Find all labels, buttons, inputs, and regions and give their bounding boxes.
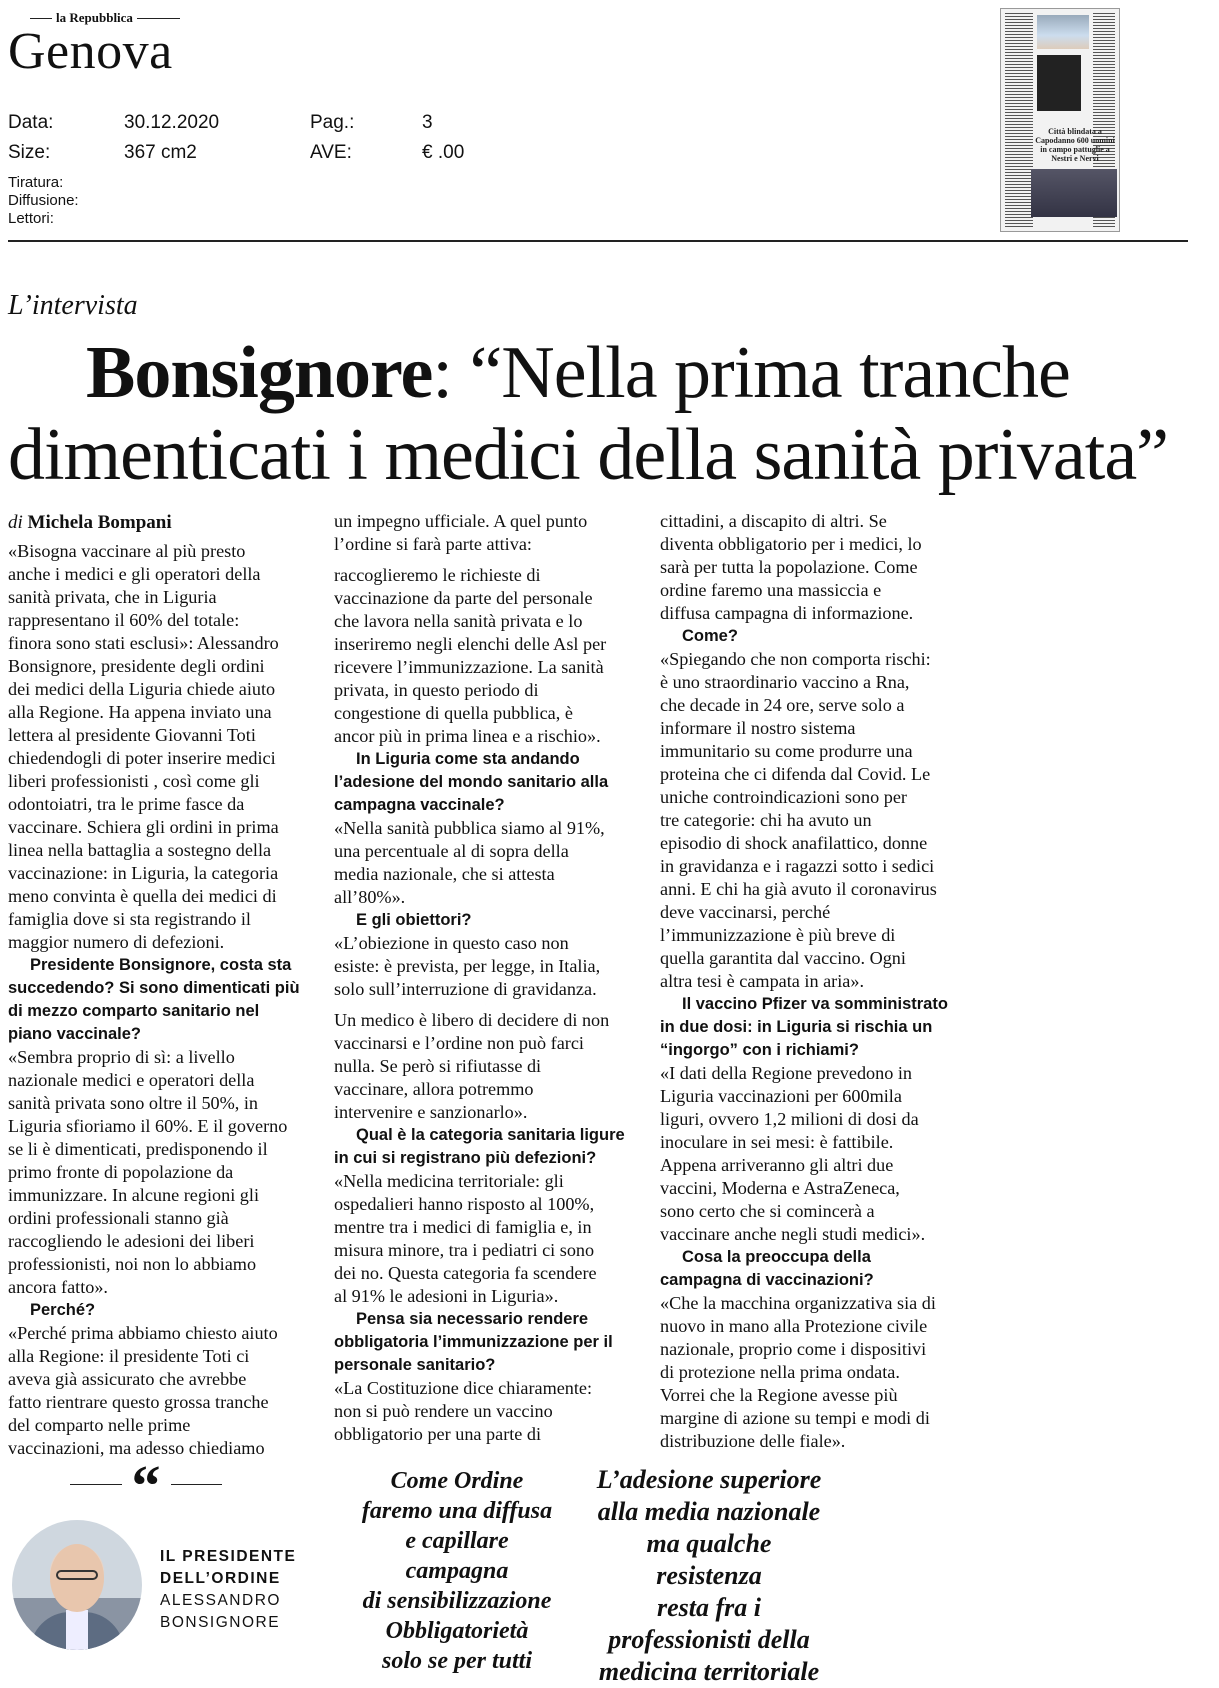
- text-line: in gravidanza e i ragazzi sotto i sedici: [660, 856, 935, 876]
- text-line: sono certo che si comincerà a: [660, 1201, 875, 1221]
- text-line: nazionale, proprio come i dispositivi: [660, 1339, 927, 1359]
- page-thumbnail[interactable]: [1000, 8, 1120, 232]
- text-line: nulla. Se però si rifiutasse di: [334, 1056, 542, 1076]
- avatar-glasses: [56, 1570, 98, 1580]
- text-line: vaccinazione da parte del personale: [334, 588, 593, 608]
- text-line: alla media nazionale: [597, 1497, 821, 1526]
- text-line: liberi professionisti , così come gli: [8, 771, 260, 791]
- byline: [8, 512, 172, 534]
- lettori-label: Lettori:: [8, 210, 54, 227]
- text-line: se li è dimenticati, predisponendo il: [8, 1139, 268, 1159]
- text-line: Qual è la categoria sanitaria ligure: [356, 1126, 625, 1144]
- pullquote-1: [332, 1466, 582, 1676]
- text-line: nuovo in mano alla Protezione civile: [660, 1316, 928, 1336]
- text-line: diffusa campagna di informazione.: [660, 603, 914, 623]
- text-line: deve vaccinarsi, perché: [660, 902, 831, 922]
- text-line: l’adesione del mondo sanitario alla: [334, 773, 609, 791]
- text-line: di mezzo comparto sanitario nel: [8, 1002, 260, 1020]
- article-kicker: L’intervista: [8, 290, 138, 321]
- text-line: uniche controindicazioni sono per: [660, 787, 907, 807]
- text-line: tre categorie: chi ha avuto un: [660, 810, 872, 830]
- text-line: vaccinare, allora potremmo: [334, 1079, 534, 1099]
- text-line: Presidente Bonsignore, costa sta: [30, 956, 292, 974]
- portrait-caption: [160, 1546, 296, 1634]
- text-line: ancor più in prima linea e a rischio».: [334, 726, 601, 746]
- paragraph: [334, 1170, 652, 1308]
- text-line: linea nella battaglia a sostegno della: [8, 840, 272, 860]
- text-line: margine di azione su tempi e modi di: [660, 1408, 930, 1428]
- quote-glyph-icon: “: [131, 1466, 161, 1502]
- text-line: Come?: [682, 627, 738, 645]
- headline-name: Bonsignore: [86, 332, 433, 414]
- text-line: Come Ordine: [390, 1468, 524, 1494]
- text-line: «La Costituzione dice chiaramente:: [334, 1378, 593, 1398]
- text-line: obbligatoria l’immunizzazione per il: [334, 1333, 613, 1351]
- text-line: «Nella medicina territoriale: gli: [334, 1171, 564, 1191]
- text-line: altra tesi è campata in aria».: [660, 971, 864, 991]
- paragraph: [334, 1009, 652, 1124]
- paragraph: [334, 564, 652, 748]
- question: [8, 1299, 330, 1322]
- text-line: «Spiegando che non comporta rischi:: [660, 649, 931, 669]
- text-line: «Bisogna vaccinare al più presto: [8, 541, 246, 561]
- data-value: 30.12.2020: [124, 112, 220, 133]
- text-line: solo se per tutti: [381, 1648, 532, 1674]
- size-value: 367 cm2: [124, 142, 197, 163]
- text-line: è uno straordinario vaccino a Rna,: [660, 672, 910, 692]
- text-line: cittadini, a discapito di altri. Se: [660, 511, 887, 531]
- text-line: raccogliendo le adesioni dei liberi: [8, 1231, 255, 1251]
- text-line: odontoiatri, tra le prime fasce da: [8, 794, 245, 814]
- headline-line-2: dimenticati i medici della sanità privata”: [8, 414, 1169, 496]
- headline-rest: : “Nella prima tranche: [432, 332, 1070, 414]
- text-line: episodio di shock anafilattico, donne: [660, 833, 928, 853]
- text-line: intervenire e sanzionarlo».: [334, 1102, 528, 1122]
- text-line: mentre tra i medici di famiglia e, in: [334, 1217, 592, 1237]
- text-line: campagna vaccinale?: [334, 796, 505, 814]
- text-line: ma qualche: [646, 1529, 772, 1558]
- byline-author: Michela Bompani: [27, 512, 172, 533]
- text-line: congestione di quella pubblica, è: [334, 703, 573, 723]
- publication-name: la Repubblica: [56, 10, 133, 25]
- text-line: dei no. Questa categoria fa scendere: [334, 1263, 597, 1283]
- text-line: «L’obiezione in questo caso non: [334, 933, 569, 953]
- text-line: famiglia dove si sta registrando il: [8, 909, 251, 929]
- byline-prefix: di: [8, 512, 23, 533]
- paragraph: [334, 1377, 652, 1446]
- text-line: aveva già assicurato che avrebbe: [8, 1369, 247, 1389]
- ave-value: € .00: [422, 142, 465, 163]
- text-line: dei medici della Liguria chiede aiuto: [8, 679, 276, 699]
- text-line: Obbligatorietà: [385, 1618, 529, 1644]
- text-line: rappresentano il 60% del totale:: [8, 610, 240, 630]
- text-line: un impegno ufficiale. A quel punto: [334, 511, 588, 531]
- thumb-photo-bottom: [1031, 169, 1117, 217]
- quote-ornament: [70, 1466, 222, 1502]
- name-line-1: ALESSANDRO: [160, 1592, 281, 1609]
- text-line: inseriremo negli elenchi delle Asl per: [334, 634, 607, 654]
- text-line: faremo una diffusa: [361, 1498, 553, 1524]
- text-line: quella garantita dal vaccino. Ogni: [660, 948, 906, 968]
- ave-label: AVE:: [310, 142, 352, 163]
- text-line: vaccinazioni, ma adesso chiediamo: [8, 1438, 265, 1458]
- avatar-shirt: [66, 1610, 88, 1650]
- text-line: Liguria vaccinazioni per 600mila: [660, 1086, 902, 1106]
- question: [660, 993, 982, 1062]
- text-line: succedendo? Si sono dimenticati più: [8, 979, 300, 997]
- thumb-box: [1037, 55, 1081, 111]
- text-line: «Nella sanità pubblica siamo al 91%,: [334, 818, 605, 838]
- paragraph: [660, 1292, 982, 1453]
- text-line: ordine faremo una massiccia e: [660, 580, 882, 600]
- text-line: in due dosi: in Liguria si rischia un: [660, 1018, 933, 1036]
- text-line: distribuzione delle fiale».: [660, 1431, 846, 1451]
- text-line: campagna: [405, 1558, 509, 1584]
- tiratura-label: Tiratura:: [8, 174, 64, 191]
- text-line: all’80%».: [334, 887, 406, 907]
- column-3: [660, 510, 982, 1453]
- text-line: non si può rendere un vaccino: [334, 1401, 553, 1421]
- text-line: sarà per tutta la popolazione. Come: [660, 557, 918, 577]
- question: [8, 954, 330, 1046]
- text-line: che lavora nella sanità privata e lo: [334, 611, 583, 631]
- text-line: anni. E chi ha già avuto il coronavirus: [660, 879, 937, 899]
- text-line: ordini professionali stanno già: [8, 1208, 229, 1228]
- text-line: Bonsignore, presidente degli ordini: [8, 656, 265, 676]
- text-line: sanità privata sono oltre il 50%, in: [8, 1093, 259, 1113]
- text-line: lettera al presidente Giovanni Toti: [8, 725, 256, 745]
- text-line: ospedalieri hanno risposto al 100%,: [334, 1194, 595, 1214]
- text-line: Cosa la preoccupa della: [682, 1248, 871, 1266]
- text-line: al 91% le adesioni in Liguria».: [334, 1286, 559, 1306]
- text-line: raccoglieremo le richieste di: [334, 565, 541, 585]
- text-line: professionisti della: [608, 1625, 810, 1654]
- text-line: anche i medici e gli operatori della: [8, 564, 261, 584]
- header-divider: [8, 240, 1188, 242]
- text-line: vaccinarsi e l’ordine non può farci: [334, 1033, 584, 1053]
- text-line: «Sembra proprio di sì: a livello: [8, 1047, 235, 1067]
- text-line: alla Regione: il presidente Toti ci: [8, 1346, 250, 1366]
- quote-rule-left: [70, 1484, 122, 1485]
- text-line: esiste: è prevista, per legge, in Italia,: [334, 956, 601, 976]
- thumb-headline: Città blindata a Capodanno 600 uomini in campo pattuglie a Nestri e Nervi: [1035, 127, 1115, 163]
- text-line: primo fronte di popolazione da: [8, 1162, 234, 1182]
- paragraph: [660, 510, 982, 625]
- paragraph: [8, 1322, 330, 1460]
- text-line: «I dati della Regione prevedono in: [660, 1063, 913, 1083]
- question: [660, 625, 982, 648]
- data-label: Data:: [8, 112, 54, 133]
- text-line: professionisti, noi non lo abbiamo: [8, 1254, 257, 1274]
- text-line: vaccinare. Schiera gli ordini in prima: [8, 817, 279, 837]
- text-line: del comparto nelle prime: [8, 1415, 191, 1435]
- text-line: diventa obbligatorio per i medici, lo: [660, 534, 922, 554]
- text-line: Appena arriveranno gli altri due: [660, 1155, 894, 1175]
- text-line: Il vaccino Pfizer va somministrato: [682, 995, 948, 1013]
- text-line: maggior numero di defezioni.: [8, 932, 225, 952]
- text-line: nazionale medici e operatori della: [8, 1070, 255, 1090]
- question: [660, 1246, 982, 1292]
- text-line: una percentuale al di sopra della: [334, 841, 569, 861]
- text-line: l’ordine si farà parte attiva:: [334, 534, 532, 554]
- paragraph: [334, 510, 652, 556]
- text-line: L’adesione superiore: [596, 1465, 822, 1494]
- pullquote-2: [578, 1464, 840, 1688]
- question: [334, 909, 652, 932]
- text-line: e capillare: [405, 1528, 509, 1554]
- text-line: media nazionale, che si attesta: [334, 864, 555, 884]
- diffusione-label: Diffusione:: [8, 192, 79, 209]
- size-label: Size:: [8, 142, 51, 163]
- text-line: in cui si registrano più defezioni?: [334, 1149, 597, 1167]
- text-line: «Che la macchina organizzativa sia di: [660, 1293, 936, 1313]
- text-line: di protezione nella prima ondata.: [660, 1362, 900, 1382]
- text-line: “ingorgo” con i richiami?: [660, 1041, 859, 1059]
- text-line: misura minore, tra i pediatri ci sono: [334, 1240, 595, 1260]
- text-line: resistenza: [656, 1561, 762, 1590]
- text-line: privata, in questo periodo di: [334, 680, 539, 700]
- text-line: immunitario su come produrre una: [660, 741, 913, 761]
- role-line-2: DELL’ORDINE: [160, 1570, 281, 1587]
- thumb-photo-top: [1037, 15, 1089, 49]
- text-line: informare il nostro sistema: [660, 718, 856, 738]
- text-line: l’immunizzazione è più breve di: [660, 925, 896, 945]
- text-line: di sensibilizzazione: [362, 1588, 552, 1614]
- column-2: [334, 510, 652, 1446]
- text-line: Un medico è libero di decidere di non: [334, 1010, 610, 1030]
- name-line-2: BONSIGNORE: [160, 1614, 281, 1631]
- question: [334, 1308, 652, 1377]
- avatar: [12, 1520, 142, 1650]
- text-line: solo sull’interruzione di gravidanza.: [334, 979, 597, 999]
- masthead-rule-right: [137, 18, 180, 19]
- text-line: campagna di vaccinazioni?: [660, 1271, 874, 1289]
- text-line: piano vaccinale?: [8, 1025, 141, 1043]
- text-line: Pensa sia necessario rendere: [356, 1310, 589, 1328]
- text-line: finora sono stati esclusi»: Alessandro: [8, 633, 279, 653]
- text-line: medicina territoriale: [598, 1657, 820, 1686]
- text-line: immunizzare. In alcune regioni gli: [8, 1185, 259, 1205]
- question: [334, 748, 652, 817]
- column-1: [8, 540, 330, 1460]
- paragraph: [334, 932, 652, 1001]
- text-line: alla Regione. Ha appena inviato una: [8, 702, 272, 722]
- text-line: vaccinazione: in Liguria, la categoria: [8, 863, 279, 883]
- text-line: sanità privata, che in Liguria: [8, 587, 217, 607]
- question: [334, 1124, 652, 1170]
- pag-label: Pag.:: [310, 112, 355, 133]
- text-line: «Perché prima abbiamo chiesto aiuto: [8, 1323, 278, 1343]
- text-line: Perché?: [30, 1301, 96, 1319]
- edition-title: Genova: [8, 23, 173, 80]
- text-line: ricevere l’immunizzazione. La sanità: [334, 657, 604, 677]
- text-line: che decade in 24 ore, serve solo a: [660, 695, 905, 715]
- pag-value: 3: [422, 112, 433, 133]
- text-line: liguri, ovvero 1,2 milioni di dosi da: [660, 1109, 919, 1129]
- text-line: chiedendogli di poter inserire medici: [8, 748, 276, 768]
- text-line: meno convinta è quella dei medici di: [8, 886, 277, 906]
- paragraph: [660, 1062, 982, 1246]
- text-line: obbligatorio per una parte di: [334, 1424, 542, 1444]
- paragraph: [8, 540, 330, 954]
- quote-rule-right: [171, 1484, 223, 1485]
- text-line: vaccinare anche negli studi medici».: [660, 1224, 926, 1244]
- text-line: vaccini, Moderna e AstraZeneca,: [660, 1178, 900, 1198]
- role-line-1: IL PRESIDENTE: [160, 1548, 297, 1565]
- text-line: ancora fatto».: [8, 1277, 108, 1297]
- text-line: fatto rientrare questo grossa tranche: [8, 1392, 269, 1412]
- paragraph: [334, 817, 652, 909]
- text-line: personale sanitario?: [334, 1356, 496, 1374]
- paragraph: [660, 648, 982, 993]
- text-line: resta fra i: [657, 1593, 761, 1622]
- text-line: E gli obiettori?: [356, 911, 472, 929]
- thumb-column: [1005, 13, 1033, 227]
- text-line: Liguria sfioriamo il 60%. E il governo: [8, 1116, 288, 1136]
- text-line: Vorrei che la Regione avesse più: [660, 1385, 898, 1405]
- text-line: In Liguria come sta andando: [356, 750, 580, 768]
- text-line: inoculare in sei mesi: è fattibile.: [660, 1132, 894, 1152]
- text-line: proteina che ci difenda dal Covid. Le: [660, 764, 931, 784]
- article-headline: [8, 332, 1208, 496]
- masthead-rule-left: [30, 18, 52, 19]
- paragraph: [8, 1046, 330, 1299]
